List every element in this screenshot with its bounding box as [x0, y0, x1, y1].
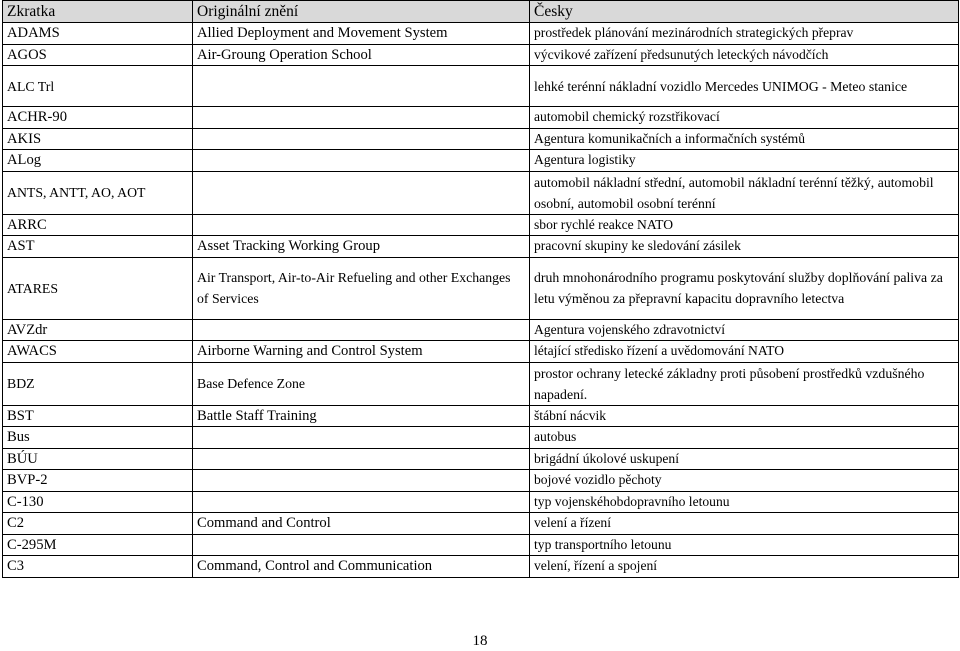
table-row: [3, 171, 959, 214]
glossary-table: [2, 0, 959, 578]
abbreviation-cell: ADAMS: [3, 23, 193, 45]
czech-cell: druh mnohonárodního programu poskytování služby doplňování paliva za letu výměnou za přepravní kapacitu dopravního letectva: [530, 257, 959, 319]
abbreviation-cell: BVP-2: [3, 470, 193, 492]
czech-cell: Agentura vojenského zdravotnictví: [530, 319, 959, 341]
abbreviation-cell: AVZdr: [3, 319, 193, 341]
czech-cell: výcvikové zařízení předsunutých leteckých návodčích: [530, 44, 959, 66]
table-row: [3, 236, 959, 258]
table-row: [3, 427, 959, 449]
original-wording-cell: [193, 319, 530, 341]
abbreviation-cell: AST: [3, 236, 193, 258]
abbreviation-cell: ATARES: [3, 257, 193, 319]
czech-cell: brigádní úkolové uskupení: [530, 448, 959, 470]
table-row: [3, 44, 959, 66]
table-row: [3, 66, 959, 107]
abbreviation-cell: ALog: [3, 150, 193, 172]
abbreviation-cell: C3: [3, 556, 193, 578]
original-wording-cell: [193, 534, 530, 556]
czech-cell: typ vojenskéhobdopravního letounu: [530, 491, 959, 513]
original-wording-cell: Command and Control: [193, 513, 530, 535]
original-wording-cell: Command, Control and Communication: [193, 556, 530, 578]
original-wording-cell: Asset Tracking Working Group: [193, 236, 530, 258]
czech-cell: velení a řízení: [530, 513, 959, 535]
original-wording-cell: [193, 150, 530, 172]
table-row: [3, 470, 959, 492]
czech-cell: štábní nácvik: [530, 405, 959, 427]
czech-cell: létající středisko řízení a uvědomování NATO: [530, 341, 959, 363]
czech-cell: pracovní skupiny ke sledování zásilek: [530, 236, 959, 258]
original-wording-cell: Airborne Warning and Control System: [193, 341, 530, 363]
original-wording-cell: Air Transport, Air-to-Air Refueling and other Exchanges of Services: [193, 257, 530, 319]
original-wording-cell: [193, 491, 530, 513]
original-wording-cell: [193, 66, 530, 107]
table-row: [3, 448, 959, 470]
table-row: [3, 257, 959, 319]
czech-cell: autobus: [530, 427, 959, 449]
table-row: [3, 214, 959, 236]
header-original-wording: Originální znění: [193, 1, 530, 23]
abbreviation-cell: AGOS: [3, 44, 193, 66]
table-row: [3, 341, 959, 363]
czech-cell: automobil chemický rozstřikovací: [530, 107, 959, 129]
table-row: [3, 534, 959, 556]
table-row: [3, 556, 959, 578]
table-row: [3, 491, 959, 513]
czech-cell: prostředek plánování mezinárodních strategických přeprav: [530, 23, 959, 45]
header-czech: Česky: [530, 1, 959, 23]
abbreviation-cell: BDZ: [3, 362, 193, 405]
table-row: [3, 107, 959, 129]
table-header-row: [3, 1, 959, 23]
czech-cell: automobil nákladní střední, automobil nákladní terénní těžký, automobil osobní, automobil osobní terénní: [530, 171, 959, 214]
abbreviation-cell: ALC Trl: [3, 66, 193, 107]
page-number: 18: [472, 633, 488, 649]
table-row: [3, 405, 959, 427]
abbreviation-cell: C-295M: [3, 534, 193, 556]
abbreviation-cell: ARRC: [3, 214, 193, 236]
original-wording-cell: [193, 470, 530, 492]
abbreviation-cell: C2: [3, 513, 193, 535]
table-row: [3, 23, 959, 45]
original-wording-cell: [193, 427, 530, 449]
abbreviation-cell: AKIS: [3, 128, 193, 150]
czech-cell: Agentura komunikačních a informačních systémů: [530, 128, 959, 150]
table-row: [3, 128, 959, 150]
abbreviation-cell: ANTS, ANTT, AO, AOT: [3, 171, 193, 214]
abbreviation-cell: ACHR-90: [3, 107, 193, 129]
czech-cell: prostor ochrany letecké základny proti působení prostředků vzdušného napadení.: [530, 362, 959, 405]
czech-cell: velení, řízení a spojení: [530, 556, 959, 578]
original-wording-cell: [193, 448, 530, 470]
original-wording-cell: [193, 171, 530, 214]
czech-cell: bojové vozidlo pěchoty: [530, 470, 959, 492]
original-wording-cell: [193, 107, 530, 129]
table-row: [3, 513, 959, 535]
czech-cell: Agentura logistiky: [530, 150, 959, 172]
czech-cell: lehké terénní nákladní vozidlo Mercedes UNIMOG - Meteo stanice: [530, 66, 959, 107]
original-wording-cell: Battle Staff Training: [193, 405, 530, 427]
czech-cell: sbor rychlé reakce NATO: [530, 214, 959, 236]
abbreviation-cell: Bus: [3, 427, 193, 449]
original-wording-cell: [193, 214, 530, 236]
abbreviation-cell: BST: [3, 405, 193, 427]
header-abbreviation: Zkratka: [3, 1, 193, 23]
original-wording-cell: Base Defence Zone: [193, 362, 530, 405]
abbreviation-cell: BÚU: [3, 448, 193, 470]
original-wording-cell: [193, 128, 530, 150]
table-row: [3, 319, 959, 341]
abbreviation-cell: C-130: [3, 491, 193, 513]
table-row: [3, 362, 959, 405]
table-body: [3, 23, 959, 578]
original-wording-cell: Air-Groung Operation School: [193, 44, 530, 66]
czech-cell: typ transportního letounu: [530, 534, 959, 556]
abbreviation-cell: AWACS: [3, 341, 193, 363]
original-wording-cell: Allied Deployment and Movement System: [193, 23, 530, 45]
table-row: [3, 150, 959, 172]
